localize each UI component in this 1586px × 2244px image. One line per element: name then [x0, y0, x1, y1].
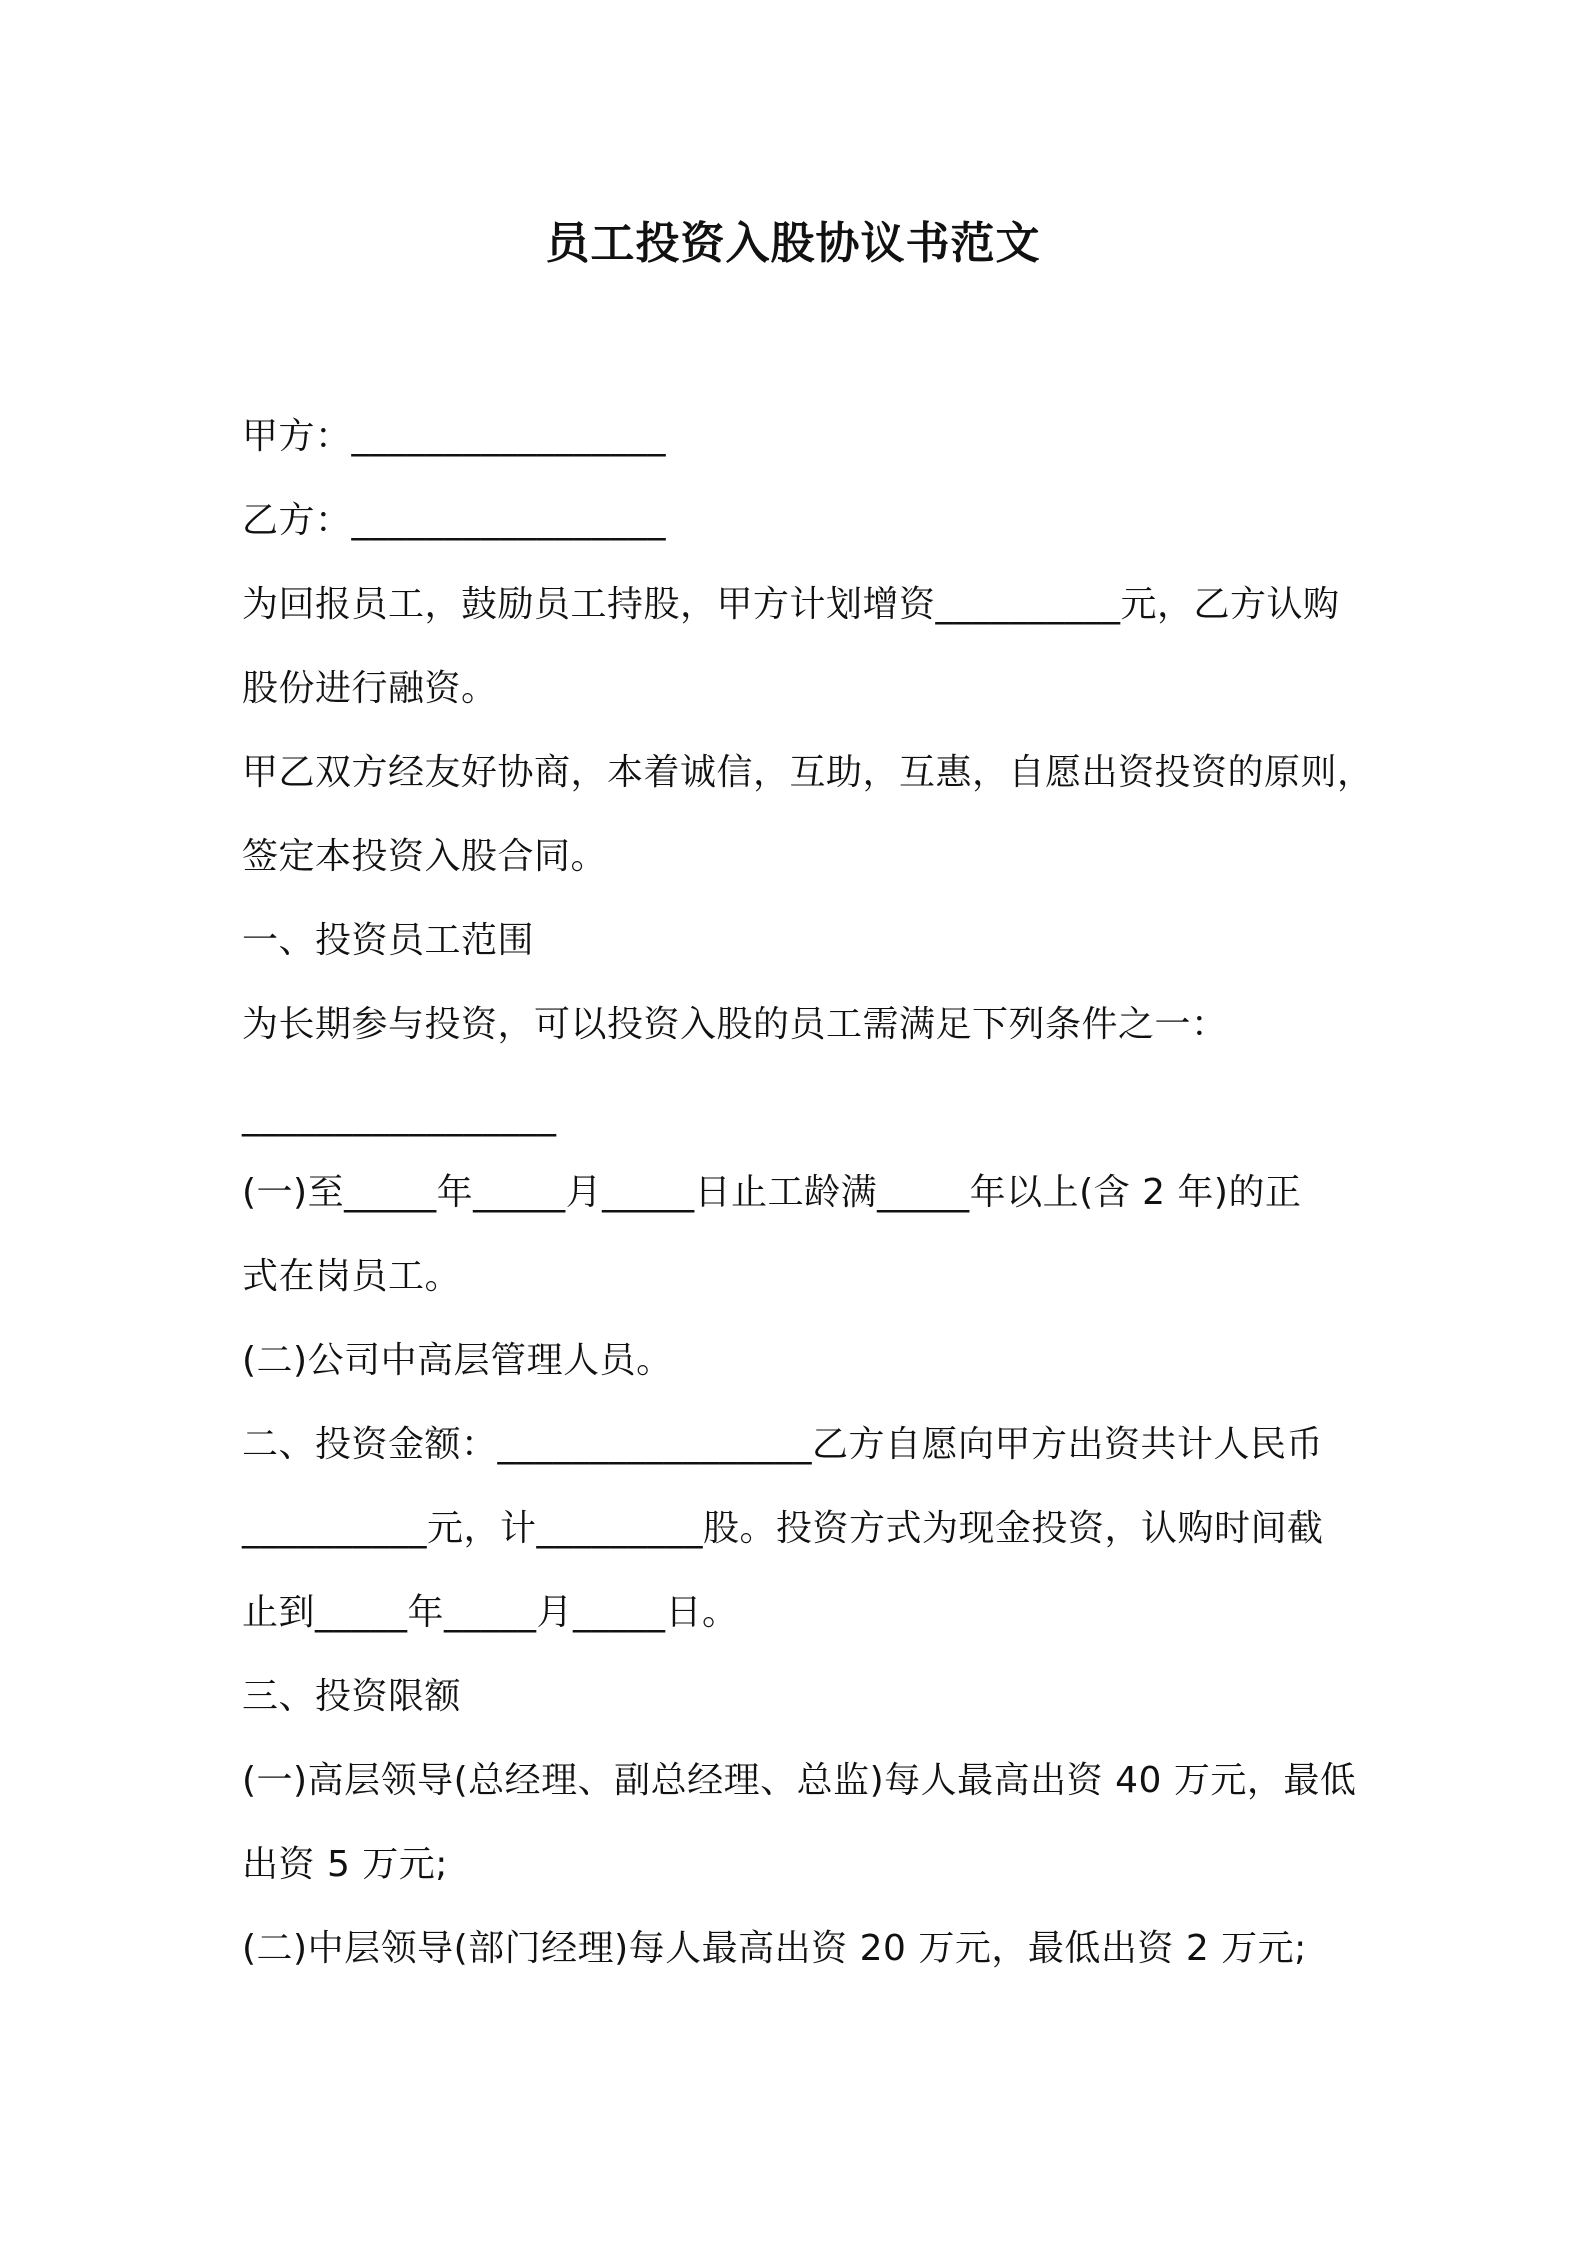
section-heading: 一、投资员工范围: [242, 920, 535, 961]
list-item-line: (二)中层领导(部门经理)每人最高出资 20 万元，最低出资 2 万元;: [242, 1928, 1307, 1969]
agreement-paragraph-line: 甲乙双方经友好协商，本着诚信，互助，互惠，自愿出资投资的原则，: [242, 752, 1374, 793]
agreement-paragraph-line: 签定本投资入股合同。: [242, 836, 608, 877]
list-item-line: (一)高层领导(总经理、副总经理、总监)每人最高出资 40 万元，最低: [242, 1760, 1357, 1801]
body-text-line: 止到_____年_____月_____日。: [242, 1592, 739, 1633]
intro-paragraph-line: 股份进行融资。: [242, 668, 498, 709]
section-heading: 二、投资金额：_________________乙方自愿向甲方出资共计人民币: [242, 1424, 1324, 1465]
body-text-line: __________元，计_________股。投资方式为现金投资，认购时间截: [242, 1508, 1324, 1549]
list-item-line: (二)公司中高层管理人员。: [242, 1340, 673, 1381]
section-heading: 三、投资限额: [242, 1676, 462, 1717]
intro-paragraph-line: 为回报员工，鼓励员工持股，甲方计划增资__________元，乙方认购: [242, 584, 1340, 625]
list-item-line: 式在岗员工。: [242, 1256, 462, 1297]
party-a-line: 甲方：_________________: [242, 416, 667, 457]
document-title: 员工投资入股协议书范文: [545, 218, 1041, 269]
blank-line: _________________: [242, 1096, 557, 1137]
body-text-line: 为长期参与投资，可以投资入股的员工需满足下列条件之一：: [242, 1004, 1228, 1045]
party-b-line: 乙方：_________________: [242, 500, 667, 541]
list-item-line: 出资 5 万元;: [242, 1844, 448, 1885]
list-item-line: (一)至_____年_____月_____日止工龄满_____年以上(含 2 年)的正: [242, 1172, 1302, 1213]
